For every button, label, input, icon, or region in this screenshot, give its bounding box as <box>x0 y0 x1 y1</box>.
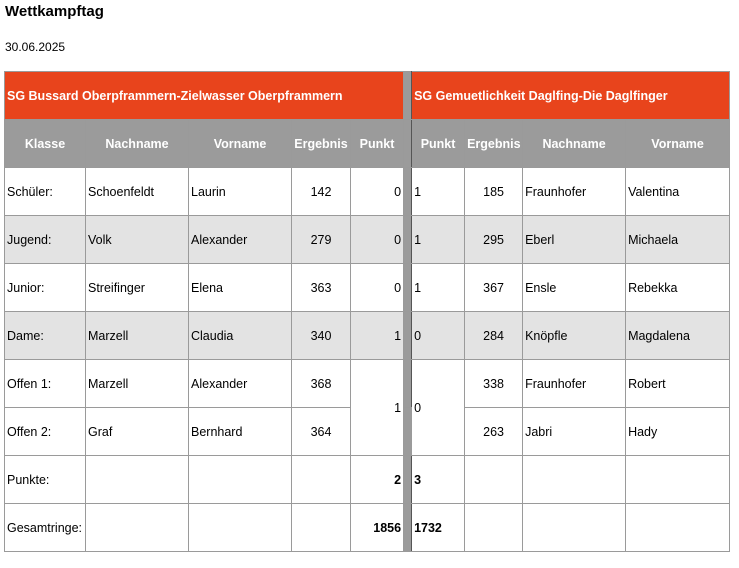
header-away-ergebnis: Ergebnis <box>465 120 523 168</box>
away-ergebnis-cell: 367 <box>465 264 523 312</box>
page-title: Wettkampftag <box>5 3 104 20</box>
away-nachname-cell: Eberl <box>523 216 626 264</box>
home-nachname-cell: Streifinger <box>86 264 189 312</box>
away-team-name: SG Gemuetlichkeit Daglfing-Die Daglfinger <box>412 72 730 120</box>
column-separator <box>404 264 412 312</box>
column-separator <box>404 216 412 264</box>
away-nachname-cell: Knöpfle <box>523 312 626 360</box>
home-offen-punkt-cell: 1 <box>351 360 404 456</box>
away-nachname-cell: Ensle <box>523 264 626 312</box>
klasse-cell: Offen 2: <box>5 408 86 456</box>
table-row <box>5 168 730 216</box>
home-vorname-cell: Alexander <box>189 360 292 408</box>
column-separator <box>404 312 412 360</box>
home-nachname-cell: Graf <box>86 408 189 456</box>
rings-total-row <box>5 504 730 552</box>
home-ergebnis-cell: 279 <box>292 216 351 264</box>
column-header-row <box>5 120 730 168</box>
home-nachname-cell: Schoenfeldt <box>86 168 189 216</box>
empty-cell <box>292 504 351 552</box>
away-punkte-total: 3 <box>412 456 465 504</box>
column-separator <box>404 168 412 216</box>
away-nachname-cell: Fraunhofer <box>523 168 626 216</box>
klasse-cell: Schüler: <box>5 168 86 216</box>
home-nachname-cell: Marzell <box>86 312 189 360</box>
empty-cell <box>86 504 189 552</box>
header-away-nachname: Nachname <box>523 120 626 168</box>
away-ergebnis-cell: 284 <box>465 312 523 360</box>
empty-cell <box>626 456 730 504</box>
away-ergebnis-cell: 338 <box>465 360 523 408</box>
klasse-cell: Jugend: <box>5 216 86 264</box>
home-ergebnis-cell: 363 <box>292 264 351 312</box>
home-punkt-cell: 0 <box>351 168 404 216</box>
away-vorname-cell: Rebekka <box>626 264 730 312</box>
home-gesamtringe: 1856 <box>351 504 404 552</box>
column-separator <box>404 504 412 552</box>
empty-cell <box>189 456 292 504</box>
empty-cell <box>292 456 351 504</box>
home-nachname-cell: Volk <box>86 216 189 264</box>
home-vorname-cell: Claudia <box>189 312 292 360</box>
away-gesamtringe: 1732 <box>412 504 465 552</box>
header-klasse: Klasse <box>5 120 86 168</box>
away-nachname-cell: Fraunhofer <box>523 360 626 408</box>
home-vorname-cell: Alexander <box>189 216 292 264</box>
away-punkt-cell: 0 <box>412 312 465 360</box>
empty-cell <box>465 504 523 552</box>
header-home-ergebnis: Ergebnis <box>292 120 351 168</box>
home-team-name: SG Bussard Oberpframmern-Zielwasser Oberpframmern <box>5 72 404 120</box>
away-punkt-cell: 1 <box>412 264 465 312</box>
klasse-cell: Junior: <box>5 264 86 312</box>
empty-cell <box>523 504 626 552</box>
klasse-cell: Dame: <box>5 312 86 360</box>
empty-cell <box>86 456 189 504</box>
table-row <box>5 360 730 408</box>
away-ergebnis-cell: 185 <box>465 168 523 216</box>
away-vorname-cell: Valentina <box>626 168 730 216</box>
home-vorname-cell: Laurin <box>189 168 292 216</box>
home-ergebnis-cell: 368 <box>292 360 351 408</box>
home-ergebnis-cell: 364 <box>292 408 351 456</box>
table-row <box>5 216 730 264</box>
column-separator <box>404 120 412 168</box>
home-ergebnis-cell: 340 <box>292 312 351 360</box>
team-header-row <box>5 72 730 120</box>
empty-cell <box>465 456 523 504</box>
away-vorname-cell: Magdalena <box>626 312 730 360</box>
empty-cell <box>523 456 626 504</box>
away-vorname-cell: Michaela <box>626 216 730 264</box>
home-punkte-total: 2 <box>351 456 404 504</box>
empty-cell <box>189 504 292 552</box>
points-total-row <box>5 456 730 504</box>
home-punkt-cell: 0 <box>351 216 404 264</box>
table-row <box>5 264 730 312</box>
empty-cell <box>626 504 730 552</box>
away-ergebnis-cell: 263 <box>465 408 523 456</box>
away-ergebnis-cell: 295 <box>465 216 523 264</box>
away-punkt-cell: 1 <box>412 216 465 264</box>
away-nachname-cell: Jabri <box>523 408 626 456</box>
klasse-cell: Offen 1: <box>5 360 86 408</box>
competition-date: 30.06.2025 <box>5 40 66 54</box>
away-offen-punkt-cell: 0 <box>412 360 465 456</box>
home-vorname-cell: Elena <box>189 264 292 312</box>
home-vorname-cell: Bernhard <box>189 408 292 456</box>
column-separator <box>404 360 412 408</box>
column-separator <box>404 72 412 120</box>
header-away-punkt: Punkt <box>412 120 465 168</box>
header-home-punkt: Punkt <box>351 120 404 168</box>
away-vorname-cell: Robert <box>626 360 730 408</box>
results-table <box>4 71 730 552</box>
home-punkt-cell: 1 <box>351 312 404 360</box>
away-vorname-cell: Hady <box>626 408 730 456</box>
column-separator <box>404 408 412 456</box>
table-row <box>5 312 730 360</box>
column-separator <box>404 456 412 504</box>
gesamtringe-label: Gesamtringe: <box>5 504 86 552</box>
header-home-nachname: Nachname <box>86 120 189 168</box>
header-home-vorname: Vorname <box>189 120 292 168</box>
punkte-label: Punkte: <box>5 456 86 504</box>
home-punkt-cell: 0 <box>351 264 404 312</box>
home-ergebnis-cell: 142 <box>292 168 351 216</box>
away-punkt-cell: 1 <box>412 168 465 216</box>
home-nachname-cell: Marzell <box>86 360 189 408</box>
header-away-vorname: Vorname <box>626 120 730 168</box>
